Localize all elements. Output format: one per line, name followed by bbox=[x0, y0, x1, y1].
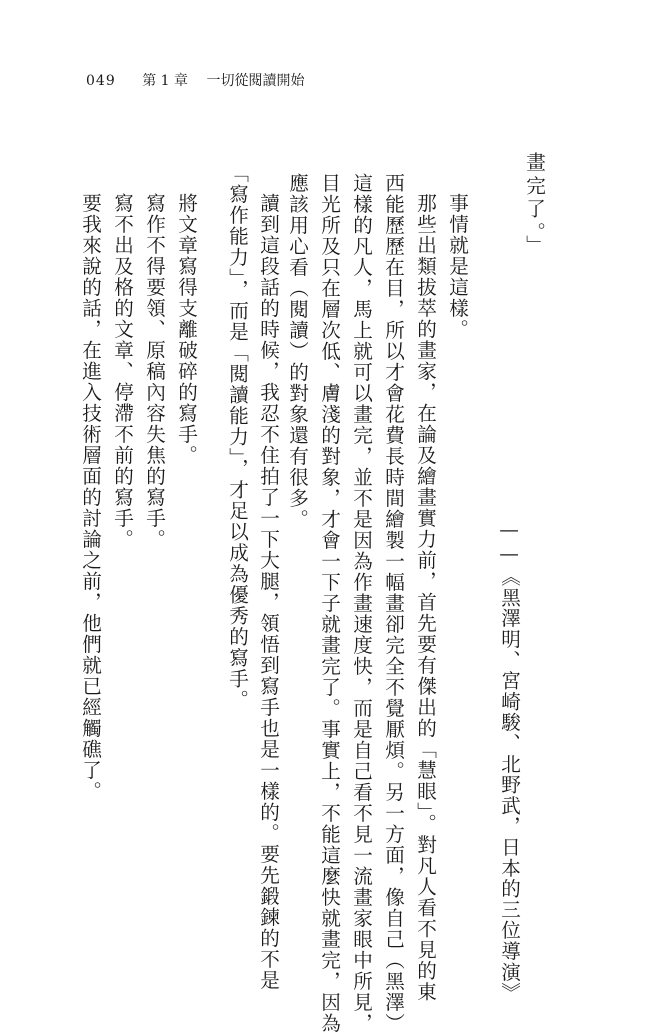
paragraph-line: 目光所及只在層次低、膚淺的對象，才會一下子就畫完了。事實上，不能這麼快就畫完，因為 bbox=[317, 173, 341, 1034]
paragraph-line: 事情就是這樣。 bbox=[445, 193, 469, 340]
list-line: 寫作不得要領、原稿內容失焦的寫手。 bbox=[142, 193, 166, 550]
paragraph-line: 西能歷歷在目，所以才會花費長時間繪製一幅畫卻完全不覺厭煩。另一方面，像自己（黑澤） bbox=[381, 173, 405, 1034]
list-line: 將文章寫得支離破碎的寫手。 bbox=[174, 193, 198, 466]
quote-source: ——《黑澤明、宮崎駿、北野武，日本的三位導演》 bbox=[497, 518, 521, 1004]
paragraph-line: 應該用心看（閱讀）的對象還有很多。 bbox=[285, 173, 309, 530]
quote-ending: 畫完了。」 bbox=[522, 152, 546, 259]
paragraph-line: 「寫作能力」，而是「閱讀能力」，才足以成為優秀的寫手。 bbox=[225, 163, 249, 711]
list-line: 寫不出及格的文章、停滯不前的寫手。 bbox=[110, 193, 134, 550]
paragraph-line: 這樣的凡人，馬上就可以畫完，並不是因為作畫速度快，而是自己看不見一流畫家眼中所見， bbox=[349, 173, 373, 1034]
paragraph-line: 那些出類拔萃的畫家，在論及繪畫實力前，首先要有傑出的「慧眼」。對凡人看不見的東 bbox=[413, 193, 437, 1003]
paragraph-line: 讀到這段話的時候，我忍不住拍了一下大腿，領悟到寫手也是一樣的。要先鍛鍊的不是 bbox=[256, 193, 280, 991]
chapter-title: 一切從閱讀開始 bbox=[206, 73, 305, 89]
chapter-label: 第 1 章 bbox=[142, 73, 188, 89]
running-header bbox=[86, 70, 304, 90]
page-number: 049 bbox=[86, 73, 116, 89]
paragraph-line: 要我來說的話，在進入技術層面的討論之前，他們就已經觸礁了。 bbox=[78, 193, 102, 802]
